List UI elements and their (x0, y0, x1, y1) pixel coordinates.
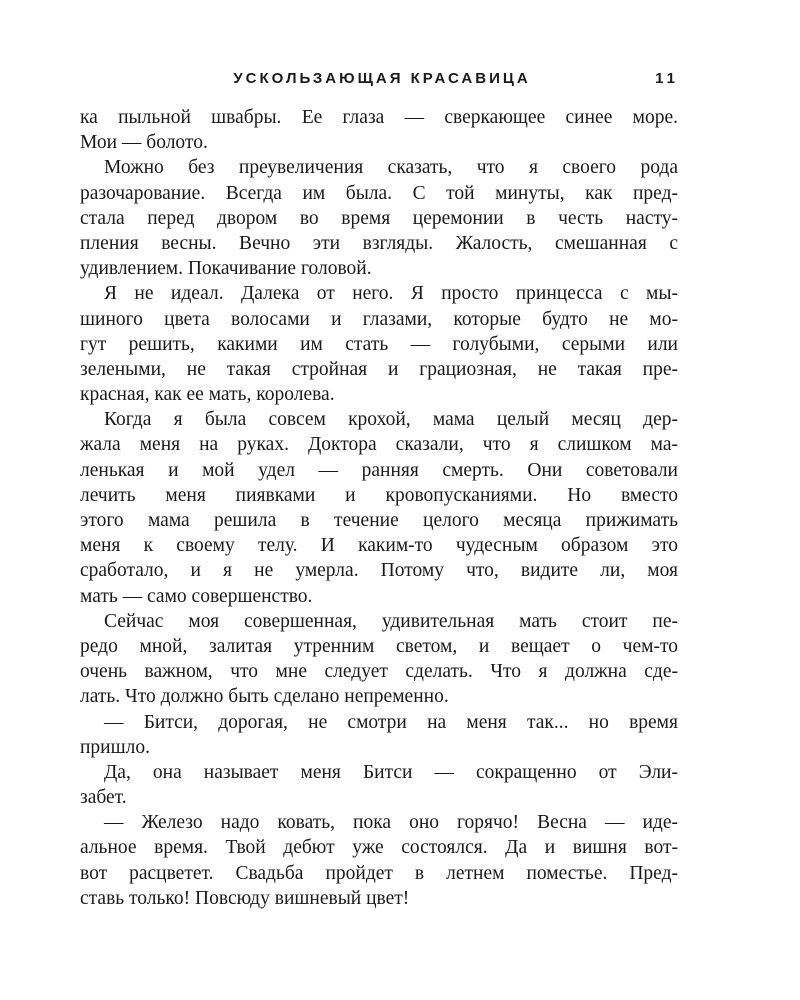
text-line: ставь только! Повсюду вишневый цвет! (80, 887, 410, 909)
text-line: меня к своему телу. И каким-то чудесным образом это (80, 535, 678, 557)
text-line: этого мама решила в течение целого месяца прижимать (80, 510, 678, 531)
text-line: шиного цвета волосами и глазами, которые будто не мо- (80, 308, 678, 330)
text-line: Да, она называет меня Битси — сокращенно от Эли- (104, 761, 678, 783)
text-line: пления весны. Вечно эти взгляды. Жалость, смешанная с (80, 232, 678, 254)
text-line: — Битси, дорогая, не смотри на меня так... но время (104, 711, 678, 733)
text-line: альное время. Твой дебют уже состоялся. Да и вишня вот- (80, 837, 678, 859)
text-line: забет. (80, 787, 127, 809)
text-line: вот расцветет. Свадьба пройдет в летнем поместье. Пред- (80, 862, 678, 884)
text-line: лечить меня пиявками и кровопусканиями. Но вместо (80, 484, 678, 506)
text-line: очень важном, что мне следует сделать. Что я должна сде- (80, 661, 678, 683)
text-line: мать — само совершенство. (80, 585, 313, 607)
text-line: стала перед двором во время церемонии в честь насту- (80, 207, 678, 229)
text-line: сработало, и я не умерла. Потому что, видите ли, моя (80, 560, 678, 582)
page-number: 11 (655, 70, 679, 87)
body-text (80, 105, 678, 911)
text-line: гут решить, какими им стать — голубыми, серыми или (80, 333, 678, 355)
text-line: редо мной, залитая утренним светом, и вещает о чем-то (80, 635, 678, 657)
text-line: красная, как ее мать, королева. (80, 384, 335, 406)
text-line: ка пыльной швабры. Ее глаза — сверкающее синее море. (80, 107, 678, 128)
text-line: ленькая и мой удел — ранняя смерть. Они советовали (80, 459, 678, 481)
text-line: лать. Что должно быть сделано непременно. (80, 686, 449, 708)
text-line: зелеными, не такая стройная и грациозная, не такая пре- (80, 358, 678, 380)
book-title: УСКОЛЬЗАЮЩАЯ КРАСАВИЦА (233, 70, 531, 87)
running-header (85, 70, 679, 90)
text-line: пришло. (80, 736, 150, 758)
text-line: Можно без преувеличения сказать, что я своего рода (104, 157, 678, 179)
text-line: удивлением. Покачивание головой. (80, 258, 372, 280)
text-line: Мои — болото. (80, 132, 208, 154)
text-line: разочарование. Всегда им была. С той минуты, как пред- (80, 182, 678, 204)
text-line: Я не идеал. Далека от него. Я просто принцесса с мы- (104, 283, 678, 305)
text-line: — Железо надо ковать, пока оно горячо! Весна — иде- (104, 812, 678, 834)
text-line: Когда я была совсем крохой, мама целый месяц дер- (104, 409, 678, 431)
text-line: жала меня на руках. Доктора сказали, что я слишком ма- (80, 434, 678, 456)
text-line: Сейчас моя совершенная, удивительная мать стоит пе- (104, 610, 678, 632)
